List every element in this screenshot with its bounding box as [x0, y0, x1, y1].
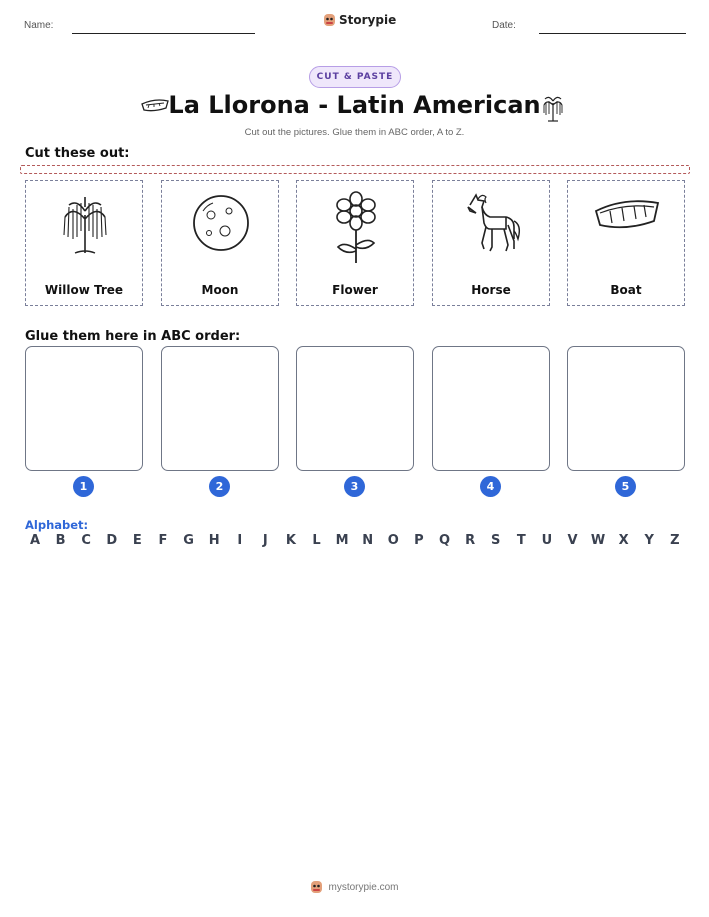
alphabet-letter: H: [208, 533, 220, 548]
date-line[interactable]: [539, 33, 686, 34]
alphabet-letter: I: [237, 533, 243, 548]
alphabet-heading: Alphabet:: [25, 518, 89, 532]
alphabet-letter: Q: [438, 533, 451, 548]
alphabet-letter: P: [414, 533, 424, 548]
alphabet-letter: V: [567, 533, 578, 548]
brand-name: Storypie: [339, 13, 397, 27]
footer-link[interactable]: mystorypie.com: [328, 881, 399, 893]
cut-card-willow-tree[interactable]: [25, 180, 143, 306]
name-line[interactable]: [72, 33, 255, 34]
alphabet-letter: C: [81, 533, 91, 548]
glue-slot-5[interactable]: [567, 346, 685, 471]
alphabet-letter: Z: [670, 533, 680, 548]
flower-icon: [326, 191, 386, 265]
cut-line: [20, 165, 690, 174]
glue-heading: Glue them here in ABC order:: [25, 329, 241, 344]
alphabet-letter: D: [106, 533, 118, 548]
alphabet-letter: U: [541, 533, 553, 548]
alphabet-letter: O: [387, 533, 399, 548]
alphabet-letter: S: [491, 533, 501, 548]
cut-card-horse[interactable]: [432, 180, 550, 306]
storypie-logo-icon: [323, 13, 336, 27]
alphabet-letter: E: [132, 533, 142, 548]
alphabet-letter: A: [29, 533, 41, 548]
alphabet-letter: Y: [644, 533, 654, 548]
name-label: Name:: [24, 20, 54, 31]
glue-slot-3[interactable]: [296, 346, 414, 471]
willow-tree-icon: [55, 191, 115, 257]
alphabet-letter: K: [285, 533, 296, 548]
brand: [323, 13, 396, 27]
alphabet-letter: W: [590, 533, 606, 548]
alphabet-letter: R: [465, 533, 476, 548]
cut-card-moon[interactable]: [161, 180, 279, 306]
alphabet-letter: X: [618, 533, 629, 548]
slot-number-2: 2: [209, 476, 230, 497]
cut-heading: Cut these out:: [25, 146, 130, 161]
alphabet-letter: T: [516, 533, 526, 548]
card-label: Horse: [471, 283, 511, 297]
alphabet-row: [25, 533, 685, 548]
slot-number-1: 1: [73, 476, 94, 497]
alphabet-letter: N: [362, 533, 374, 548]
glue-slot-2[interactable]: [161, 346, 279, 471]
page-title: La Llorona - Latin American: [168, 91, 541, 119]
card-label: Willow Tree: [44, 283, 124, 297]
alphabet-letter: G: [183, 533, 194, 548]
cut-paste-badge: CUT & PASTE: [309, 66, 401, 88]
glue-slot-4[interactable]: [432, 346, 550, 471]
cut-card-flower[interactable]: [296, 180, 414, 306]
card-label: Boat: [610, 283, 642, 297]
alphabet-letter: J: [262, 533, 268, 548]
slot-number-5: 5: [615, 476, 636, 497]
boat-icon: [594, 195, 660, 235]
alphabet-letter: L: [312, 533, 321, 548]
slot-number-3: 3: [344, 476, 365, 497]
slot-number-4: 4: [480, 476, 501, 497]
willow-tree-icon: [540, 91, 566, 123]
instructions: Cut out the pictures. Glue them in ABC order, A to Z.: [244, 127, 465, 138]
card-label: Flower: [332, 283, 378, 297]
horse-icon: [462, 191, 522, 257]
footer: [0, 880, 709, 894]
cut-card-boat[interactable]: [567, 180, 685, 306]
moon-icon: [191, 191, 251, 257]
glue-slot-1[interactable]: [25, 346, 143, 471]
alphabet-letter: M: [335, 533, 349, 548]
alphabet-letter: F: [158, 533, 168, 548]
alphabet-letter: B: [55, 533, 66, 548]
card-label: Moon: [201, 283, 239, 297]
storypie-logo-icon: [310, 880, 323, 894]
date-label: Date:: [492, 20, 516, 31]
